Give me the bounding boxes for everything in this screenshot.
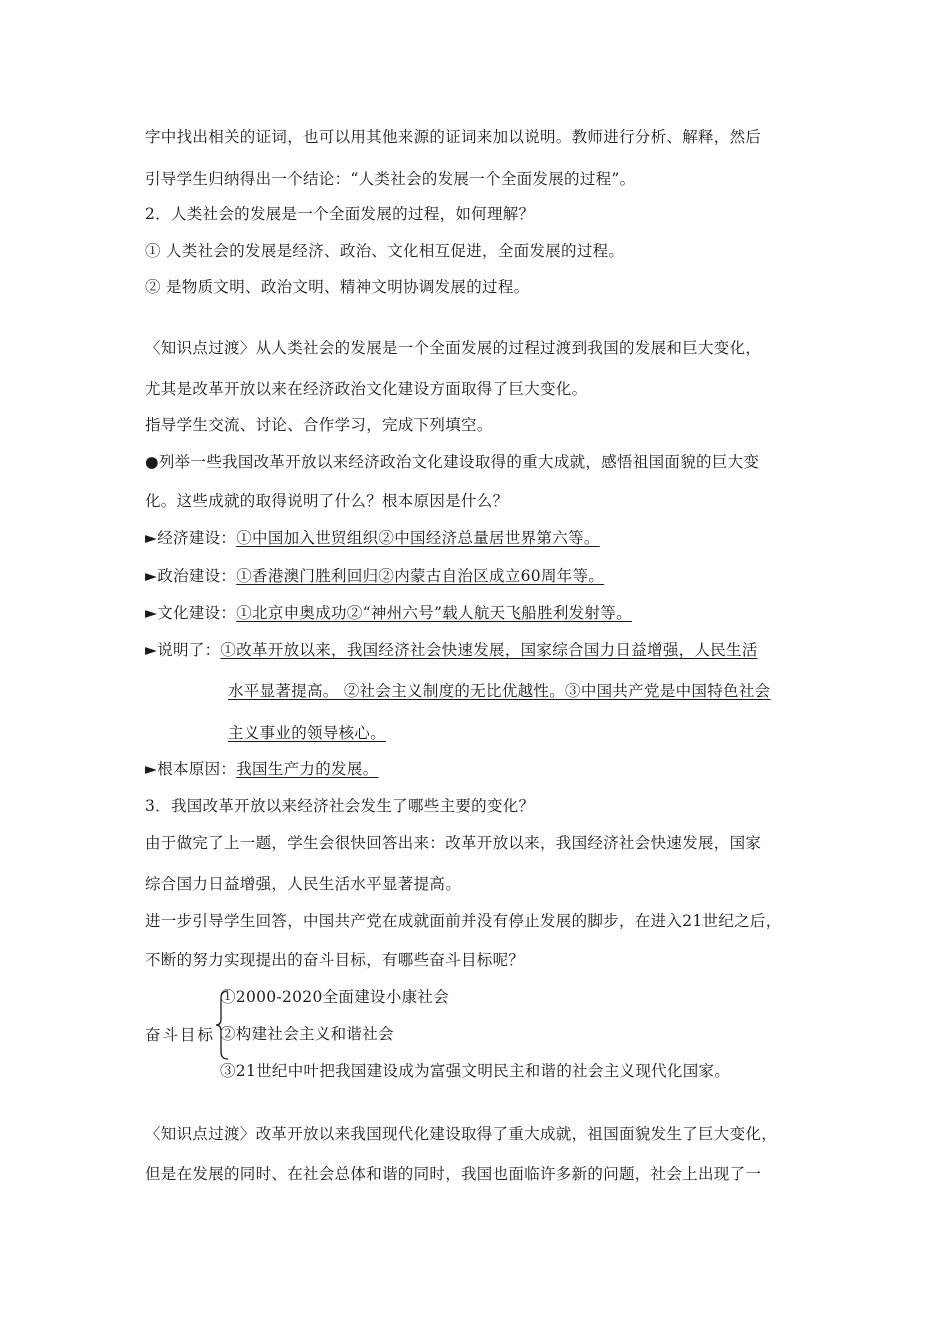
question-3: 3．我国改革开放以来经济社会发生了哪些主要的变化？ [145,797,535,815]
paragraph-line: 不断的努力实现提出的奋斗目标，有哪些奋斗目标呢？ [145,951,525,969]
transition-paragraph-line: 尤其是改革开放以来在经济政治文化建设方面取得了巨大变化。 [145,380,588,398]
goal-item: ②构建社会主义和谐社会 [220,1025,394,1043]
fill-economic [145,528,600,548]
fill-label: ►文化建设： [145,604,237,622]
fill-answer: ①香港澳门胜利回归②内蒙古自治区成立60周年等。 [236,567,605,585]
fill-answer: 我国生产力的发展。 [236,760,379,778]
transition-paragraph-line: 〈知识点过渡〉从人类社会的发展是一个全面发展的过程过渡到我国的发展和巨大变化， [145,339,762,357]
paragraph-line: 字中找出相关的证词，也可以用其他来源的证词来加以说明。教师进行分析、解释，然后 [145,128,762,146]
fill-cultural [145,603,632,623]
fill-label: ►根本原因： [145,760,237,778]
question-2: 2．人类社会的发展是一个全面发展的过程，如何理解？ [145,205,535,223]
fill-label: ►说明了： [145,641,221,659]
fill-explanation [145,640,758,660]
transition-paragraph-line: 但是在发展的同时、在社会总体和谐的同时，我国也面临许多新的问题，社会上出现了一 [145,1165,762,1183]
bullet-question-line: 化。这些成就的取得说明了什么？根本原因是什么？ [145,492,509,510]
fill-root-cause [145,759,378,779]
goal-item: ③21世纪中叶把我国建设成为富强文明民主和谐的社会主义现代化国家。 [220,1062,731,1080]
answer-2-item-2: ② 是物质文明、政治文明、精神文明协调发展的过程。 [145,278,530,296]
fill-political [145,566,604,586]
answer-2-item-1: ① 人类社会的发展是经济、政治、文化相互促进，全面发展的过程。 [145,242,625,260]
fill-answer-continued: 水平显著提高。 ②社会主义制度的无比优越性。③中国共产党是中国特色社会 [228,682,771,700]
paragraph-line: 进一步引导学生回答，中国共产党在成就面前并没有停止发展的脚步，在进入21世纪之后， [145,912,782,930]
fill-answer: ①中国加入世贸组织②中国经济总量居世界第六等。 [236,529,600,547]
fill-label: ►政治建设： [145,567,237,585]
paragraph-line: 引导学生归纳得出一个结论：“人类社会的发展一个全面发展的过程”。 [145,170,636,188]
fill-label: ►经济建设： [145,529,237,547]
bullet-question-line: ●列举一些我国改革开放以来经济政治文化建设取得的重大成就，感悟祖国面貌的巨大变 [145,453,760,471]
transition-paragraph-line: 〈知识点过渡〉改革开放以来我国现代化建设取得了重大成就，祖国面貌发生了巨大变化， [145,1125,778,1143]
guide-text: 指导学生交流、讨论、合作学习，完成下列填空。 [145,416,493,434]
paragraph-line: 由于做完了上一题，学生会很快回答出来：改革开放以来，我国经济社会快速发展，国家 [145,834,762,852]
goals-label: 奋斗目标 [145,1026,216,1044]
fill-answer-continued: 主义事业的领导核心。 [228,724,387,742]
fill-answer: ①改革开放以来，我国经济社会快速发展，国家综合国力日益增强，人民生活 [220,641,758,659]
goal-item: ①2000-2020全面建设小康社会 [220,988,450,1006]
paragraph-line: 综合国力日益增强，人民生活水平显著提高。 [145,875,462,893]
fill-answer: ①北京申奥成功②“神州六号”载人航天飞船胜利发射等。 [236,604,632,622]
